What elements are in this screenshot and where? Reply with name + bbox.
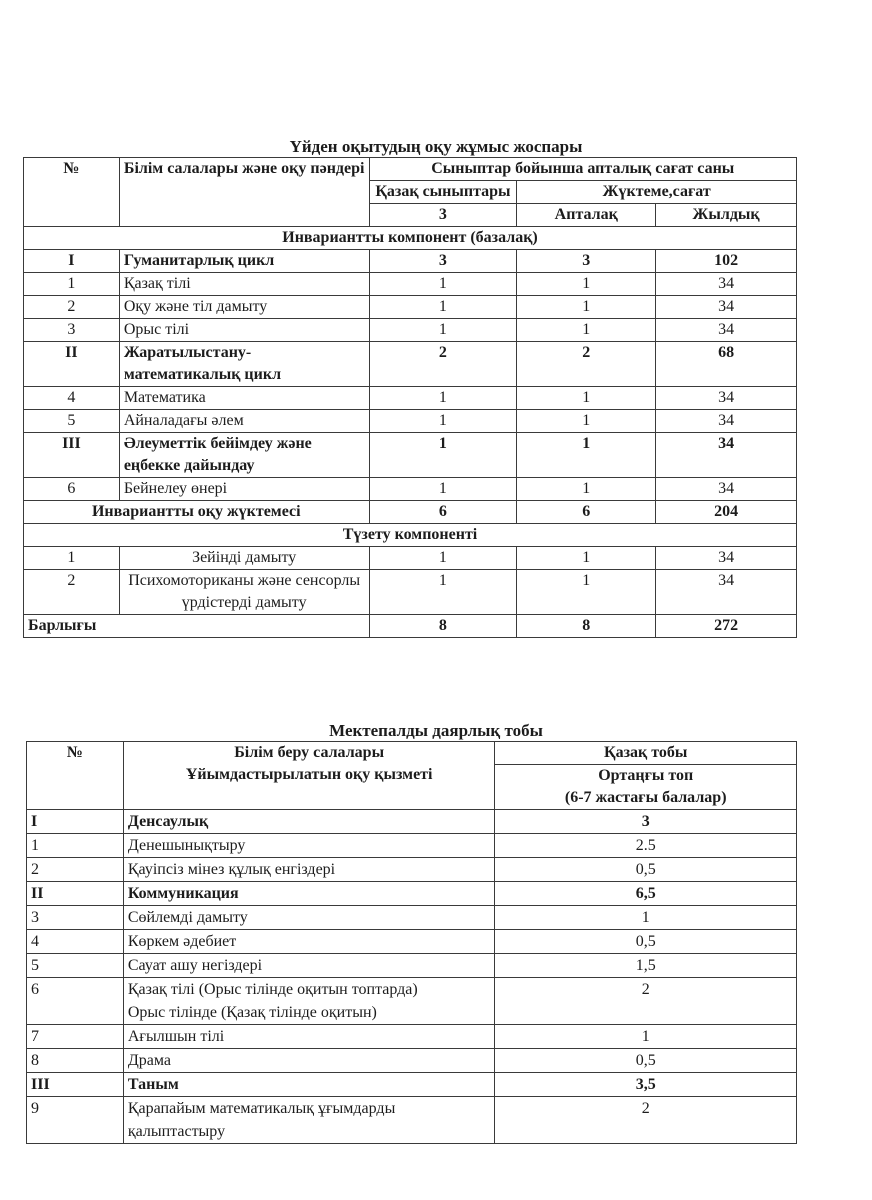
row-yearly: 34 — [656, 296, 797, 319]
row-yearly: 34 — [656, 433, 797, 478]
row-no: 6 — [27, 978, 124, 1025]
invariant-total-weekly: 6 — [517, 501, 656, 524]
row-name: Сауат ашу негіздері — [123, 954, 495, 978]
row-name: Гуманитарлық цикл — [119, 250, 369, 273]
table-row — [24, 387, 797, 410]
table-row — [24, 410, 797, 433]
row-value: 0,5 — [495, 1049, 797, 1073]
row-yearly: 34 — [656, 319, 797, 342]
row-value: 6,5 — [495, 882, 797, 906]
row-no: III — [24, 433, 120, 478]
row-weekly: 1 — [517, 387, 656, 410]
header-areas — [123, 742, 495, 810]
row-grade: 1 — [369, 547, 517, 570]
row-grade: 1 — [369, 273, 517, 296]
row-no: 5 — [27, 954, 124, 978]
row-grade: 3 — [369, 250, 517, 273]
header-no: № — [24, 158, 120, 227]
table-row — [24, 250, 797, 273]
row-no: 2 — [24, 570, 120, 615]
row-name: Денешынықтыру — [123, 834, 495, 858]
row-value: 1 — [495, 1025, 797, 1049]
invariant-total-yearly: 204 — [656, 501, 797, 524]
row-value: 3 — [495, 810, 797, 834]
header-yearly: Жылдық — [656, 204, 797, 227]
row-name: Денсаулық — [123, 810, 495, 834]
table-row — [24, 547, 797, 570]
row-no: I — [24, 250, 120, 273]
row-grade: 1 — [369, 478, 517, 501]
total-label: Барлығы — [24, 615, 370, 638]
table-row — [27, 978, 797, 1025]
table-row — [27, 1025, 797, 1049]
row-no: 4 — [27, 930, 124, 954]
header-load-hours: Жүктеме,сағат — [517, 181, 797, 204]
total-yearly: 272 — [656, 615, 797, 638]
row-grade: 1 — [369, 319, 517, 342]
row-no: 1 — [24, 547, 120, 570]
row-name: Қарапайым математикалық ұғымдарды қалыптастыру — [123, 1097, 495, 1144]
invariant-total-grade: 6 — [369, 501, 517, 524]
row-value: 3,5 — [495, 1073, 797, 1097]
header-mid-group-line1: Ортаңғы топ — [598, 767, 694, 784]
row-name: Таным — [123, 1073, 495, 1097]
row-weekly: 1 — [517, 433, 656, 478]
row-name: Психомоториканы және сенсорлы үрдістерді дамыту — [119, 570, 369, 615]
header-grade: 3 — [369, 204, 517, 227]
row-no: 9 — [27, 1097, 124, 1144]
row-no: 2 — [27, 858, 124, 882]
row-yearly: 34 — [656, 547, 797, 570]
row-name: Сөйлемді дамыту — [123, 906, 495, 930]
row-no: 8 — [27, 1049, 124, 1073]
row-value: 0,5 — [495, 858, 797, 882]
row-name: Айналадағы әлем — [119, 410, 369, 433]
row-yearly: 34 — [656, 387, 797, 410]
row-weekly: 1 — [517, 319, 656, 342]
row-value: 2 — [495, 1097, 797, 1144]
row-no: 4 — [24, 387, 120, 410]
row-grade: 1 — [369, 570, 517, 615]
row-name: Қазақ тілі (Орыс тілінде оқитын топтарда) Орыс тілінде (Қазақ тілінде оқитын) — [123, 978, 495, 1025]
row-weekly: 1 — [517, 570, 656, 615]
row-name: Оқу және тіл дамыту — [119, 296, 369, 319]
header-kazakh-classes: Қазақ сыныптары — [369, 181, 517, 204]
row-value: 0,5 — [495, 930, 797, 954]
row-weekly: 1 — [517, 547, 656, 570]
row-yearly: 34 — [656, 273, 797, 296]
row-value: 2 — [495, 978, 797, 1025]
table-row — [24, 433, 797, 478]
section-correction: Түзету компоненті — [24, 524, 797, 547]
table-row — [24, 273, 797, 296]
table-row — [27, 1097, 797, 1144]
invariant-total-label: Инвариантты оқу жүктемесі — [24, 501, 370, 524]
table2-title: Мектепалды даярлық тобы — [329, 721, 543, 740]
row-weekly: 3 — [517, 250, 656, 273]
table-row — [27, 882, 797, 906]
row-no: 1 — [24, 273, 120, 296]
row-name: Коммуникация — [123, 882, 495, 906]
row-no: 3 — [27, 906, 124, 930]
row-name: Ағылшын тілі — [123, 1025, 495, 1049]
table-row — [27, 906, 797, 930]
row-no: 2 — [24, 296, 120, 319]
row-yearly: 34 — [656, 570, 797, 615]
total-row — [24, 615, 797, 638]
table-row — [24, 570, 797, 615]
row-name: Орыс тілі — [119, 319, 369, 342]
row-grade: 1 — [369, 433, 517, 478]
row-yearly: 102 — [656, 250, 797, 273]
row-weekly: 1 — [517, 410, 656, 433]
table-row — [24, 296, 797, 319]
table-row — [24, 342, 797, 387]
row-value: 1 — [495, 906, 797, 930]
header-mid-group — [495, 765, 797, 810]
total-grade: 8 — [369, 615, 517, 638]
table-row — [27, 858, 797, 882]
row-yearly: 68 — [656, 342, 797, 387]
row-grade: 2 — [369, 342, 517, 387]
row-name: Драма — [123, 1049, 495, 1073]
table-row — [27, 1049, 797, 1073]
row-name: Көркем әдебиет — [123, 930, 495, 954]
header-weekly-hours: Сыныптар бойынша апталық сағат саны — [369, 158, 797, 181]
row-no: II — [27, 882, 124, 906]
invariant-total-row — [24, 501, 797, 524]
row-grade: 1 — [369, 387, 517, 410]
table-row — [27, 834, 797, 858]
row-no: 1 — [27, 834, 124, 858]
table-row — [27, 810, 797, 834]
row-no: 6 — [24, 478, 120, 501]
home-study-plan-table — [23, 157, 797, 638]
table1-title: Үйден оқытудың оқу жұмыс жоспары — [289, 137, 583, 156]
row-no: I — [27, 810, 124, 834]
row-weekly: 1 — [517, 296, 656, 319]
section-invariant: Инвариантты компонент (базалақ) — [24, 227, 797, 250]
row-name: Бейнелеу өнері — [119, 478, 369, 501]
row-name: Қазақ тілі — [119, 273, 369, 296]
table-row — [27, 1073, 797, 1097]
row-name: Әлеуметтік бейімдеу және еңбекке дайындау — [119, 433, 369, 478]
row-name: Зейінді дамыту — [119, 547, 369, 570]
table-row — [27, 954, 797, 978]
row-name: Жаратылыстану-математикалық цикл — [119, 342, 369, 387]
row-no: 5 — [24, 410, 120, 433]
row-weekly: 1 — [517, 273, 656, 296]
row-value: 1,5 — [495, 954, 797, 978]
header-weekly: Апталақ — [517, 204, 656, 227]
total-weekly: 8 — [517, 615, 656, 638]
preschool-group-table — [26, 741, 797, 1144]
header-subjects: Білім салалары және оқу пәндері — [119, 158, 369, 227]
row-yearly: 34 — [656, 478, 797, 501]
header-mid-group-line2: (6-7 жастағы балалар) — [564, 789, 727, 806]
row-yearly: 34 — [656, 410, 797, 433]
row-no: 7 — [27, 1025, 124, 1049]
row-value: 2.5 — [495, 834, 797, 858]
header-no: № — [27, 742, 124, 810]
row-name: Математика — [119, 387, 369, 410]
row-grade: 1 — [369, 296, 517, 319]
table-row — [24, 319, 797, 342]
row-weekly: 2 — [517, 342, 656, 387]
row-grade: 1 — [369, 410, 517, 433]
table-row — [24, 478, 797, 501]
header-group: Қазақ тобы — [495, 742, 797, 765]
row-weekly: 1 — [517, 478, 656, 501]
table-row — [27, 930, 797, 954]
row-no: 3 — [24, 319, 120, 342]
row-name: Қауіпсіз мінез құлық енгіздері — [123, 858, 495, 882]
row-no: II — [24, 342, 120, 387]
header-areas-line1: Білім беру салалары — [234, 744, 385, 761]
row-no: III — [27, 1073, 124, 1097]
header-areas-line2: Ұйымдастырылатын оқу қызметі — [185, 766, 433, 783]
